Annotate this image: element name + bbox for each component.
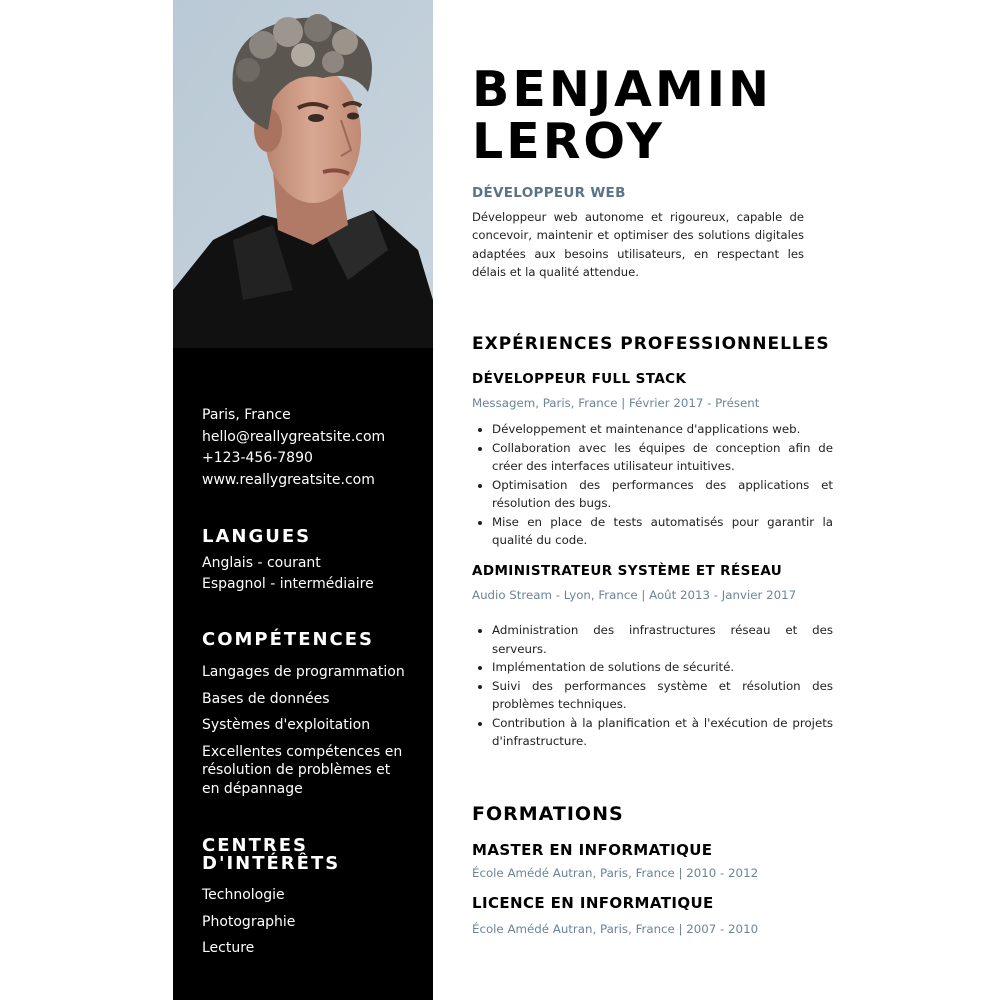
bullet-item: • Implémentation de solutions de sécurité. <box>492 658 833 677</box>
degree-meta-2: École Amédé Autran, Paris, France | 2007 - 2010 <box>472 922 759 936</box>
first-name: BENJAMIN <box>472 61 772 118</box>
skill-item: Excellentes compétences en résolution de problèmes et en dépannage <box>202 743 403 797</box>
contact-phone[interactable]: +123-456-7890 <box>202 450 313 467</box>
languages-list <box>202 553 374 595</box>
degree-title-2: LICENCE EN INFORMATIQUE <box>472 894 714 912</box>
degree-meta-1: École Amédé Autran, Paris, France | 2010 - 2012 <box>472 866 759 880</box>
contact-email[interactable]: hello@reallygreatsite.com <box>202 428 386 445</box>
education-heading: FORMATIONS <box>472 803 624 825</box>
bullet-item: • Suivi des performances système et résolution des problèmes techniques. <box>492 677 833 714</box>
job-bullets-2 <box>472 621 833 751</box>
skill-item: Bases de données <box>202 690 330 707</box>
interest-item: Photographie <box>202 913 296 930</box>
bullet-item: • Mise en place de tests automatisés pour garantir la qualité du code. <box>492 513 833 550</box>
interest-item: Lecture <box>202 940 255 956</box>
bullet-item: • Collaboration avec les équipes de conception afin de créer des interfaces utilisateur intuitives. <box>492 439 833 476</box>
job-bullets-1 <box>472 420 833 550</box>
language-item: Anglais - courant <box>202 555 321 571</box>
job-meta-2: Audio Stream - Lyon, France | Août 2013 - Janvier 2017 <box>472 588 797 602</box>
contact-block <box>202 405 385 492</box>
bullet-item: • Administration des infrastructures réseau et des serveurs. <box>492 621 833 658</box>
skills-list <box>202 663 412 806</box>
experience-heading: EXPÉRIENCES PROFESSIONNELLES <box>472 334 830 354</box>
interests-list <box>202 886 295 966</box>
skills-heading: COMPÉTENCES <box>202 629 375 650</box>
interest-item: Technologie <box>202 887 285 903</box>
skill-item: Langages de programmation <box>202 664 405 680</box>
sidebar <box>173 0 433 1000</box>
job-title: DÉVELOPPEUR WEB <box>472 185 626 201</box>
profile-summary: Développeur web autonome et rigoureux, capable de concevoir, maintenir et optimiser des solutions digitales adaptées aux besoins utilisateurs, en respectant les délais et la qualité attendue. <box>472 210 804 279</box>
job-title-1: DÉVELOPPEUR FULL STACK <box>472 371 687 387</box>
language-item: Espagnol - intermédiaire <box>202 576 374 592</box>
skill-item: Systèmes d'exploitation <box>202 717 371 733</box>
job-title-2: ADMINISTRATEUR SYSTÈME ET RÉSEAU <box>472 563 783 579</box>
interests-heading: CENTRES D'INTÉRÊTS <box>202 835 341 874</box>
languages-heading: LANGUES <box>202 526 312 547</box>
bullet-item: • Développement et maintenance d'applications web. <box>492 420 833 439</box>
bullet-item: • Optimisation des performances des applications et résolution des bugs. <box>492 476 833 513</box>
bullet-item: • Contribution à la planification et à l'exécution de projets d'infrastructure. <box>492 714 833 751</box>
degree-title-1: MASTER EN INFORMATIQUE <box>472 841 713 859</box>
profile-photo <box>173 0 433 348</box>
last-name: LEROY <box>472 113 665 170</box>
full-name <box>472 61 813 170</box>
contact-location: Paris, France <box>202 407 291 423</box>
job-meta-1: Messagem, Paris, France | Février 2017 - Présent <box>472 396 760 410</box>
contact-website[interactable]: www.reallygreatsite.com <box>202 472 375 489</box>
